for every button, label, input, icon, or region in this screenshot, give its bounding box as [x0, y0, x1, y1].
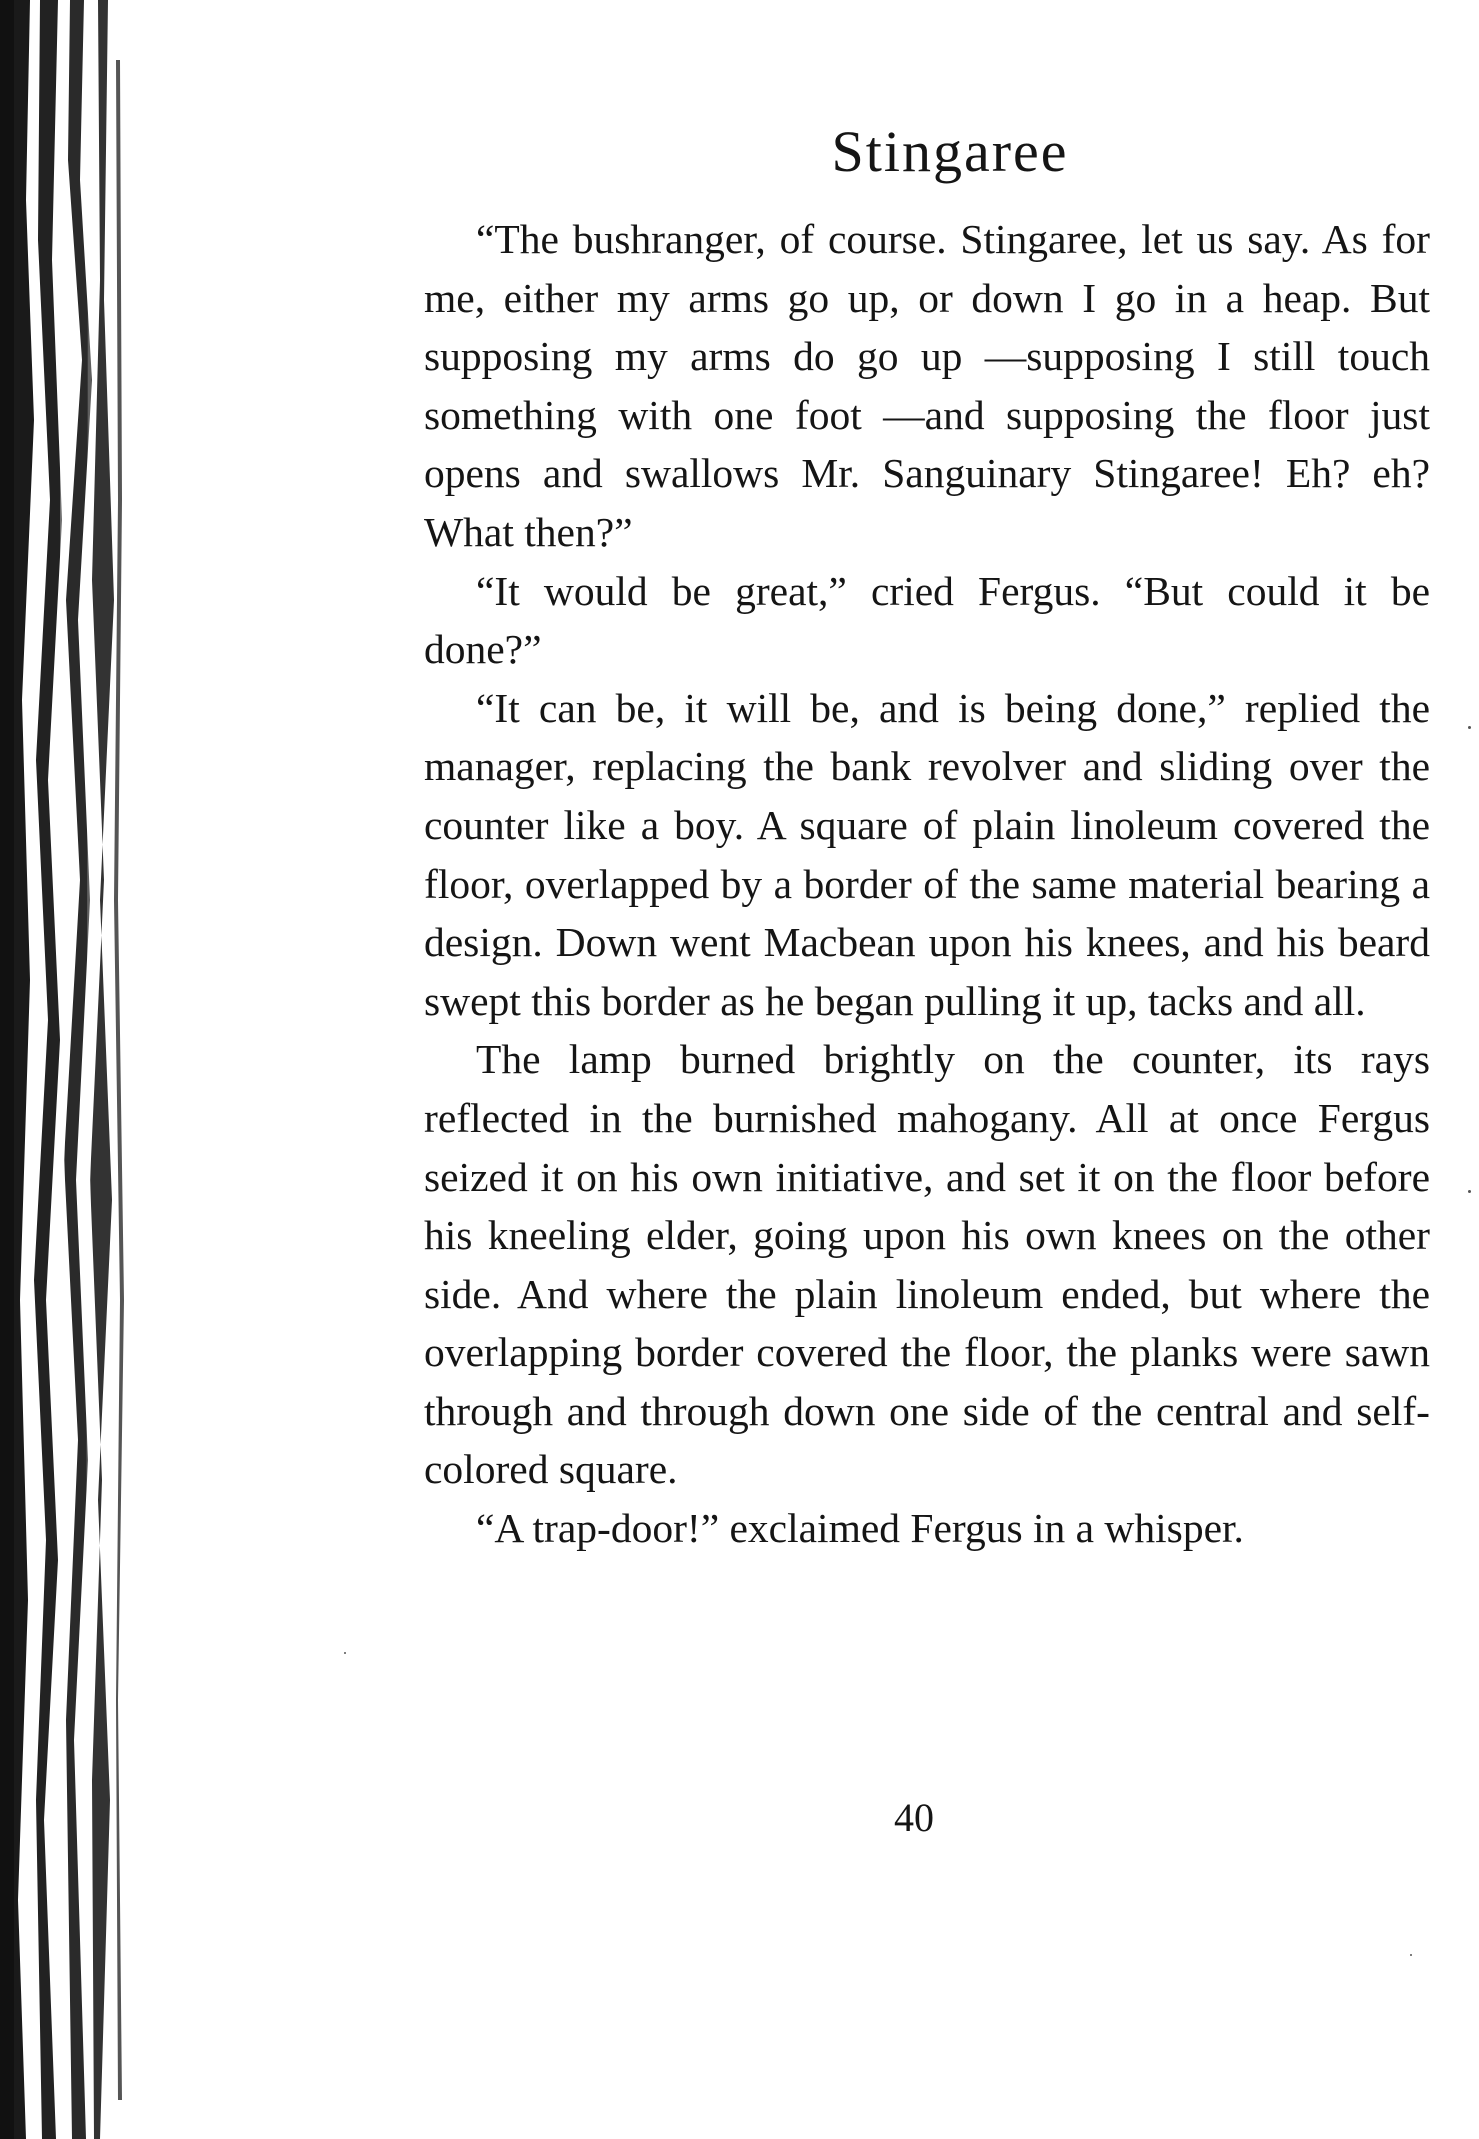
paragraph: “It would be great,” cried Fergus. “But could it be done?”	[424, 567, 1430, 673]
scan-speck	[344, 1652, 346, 1654]
paragraph: “It can be, it will be, and is being done,” replied the manager, replacing the bank revolver and sliding over the counter like a boy. A square of plain linoleum covered the floor, overlapped by a border of the same material bearing a design. Down went Macbean upon his knees, and his beard swept this border as he began pulling it up, tacks and all.	[424, 684, 1430, 1024]
paragraph: The lamp burned brightly on the counter, its rays reflected in the burnished mahogany. All at once Fergus seized it on his own initiative, and set it on the floor before his kneeling elder, going upon his own knees on the other side. And where the plain linoleum ended, but where the overlapping border covered the floor, the planks were sawn through and through down one side of the central and self-colored square.	[424, 1036, 1430, 1493]
running-head-title: Stingaree	[831, 119, 1069, 184]
scan-speck	[1468, 1190, 1471, 1193]
paragraph: “A trap-door!” exclaimed Fergus in a whisper.	[476, 1505, 1244, 1552]
paragraph: “The bushranger, of course. Stingaree, let us say. As for me, either my arms go up, or down I go in a heap. But supposing my arms do go up —supposing I still touch something with one foot —and supposing the floor just opens and swallows Mr. Sanguinary Stingaree! Eh? eh? What then?”	[424, 216, 1430, 555]
scan-speck	[1468, 726, 1471, 729]
body-text	[424, 210, 1430, 1558]
running-head	[0, 118, 1479, 185]
book-binding-edge	[0, 0, 130, 2139]
page-number: 40	[894, 1795, 934, 1840]
scan-speck	[1410, 1954, 1412, 1956]
